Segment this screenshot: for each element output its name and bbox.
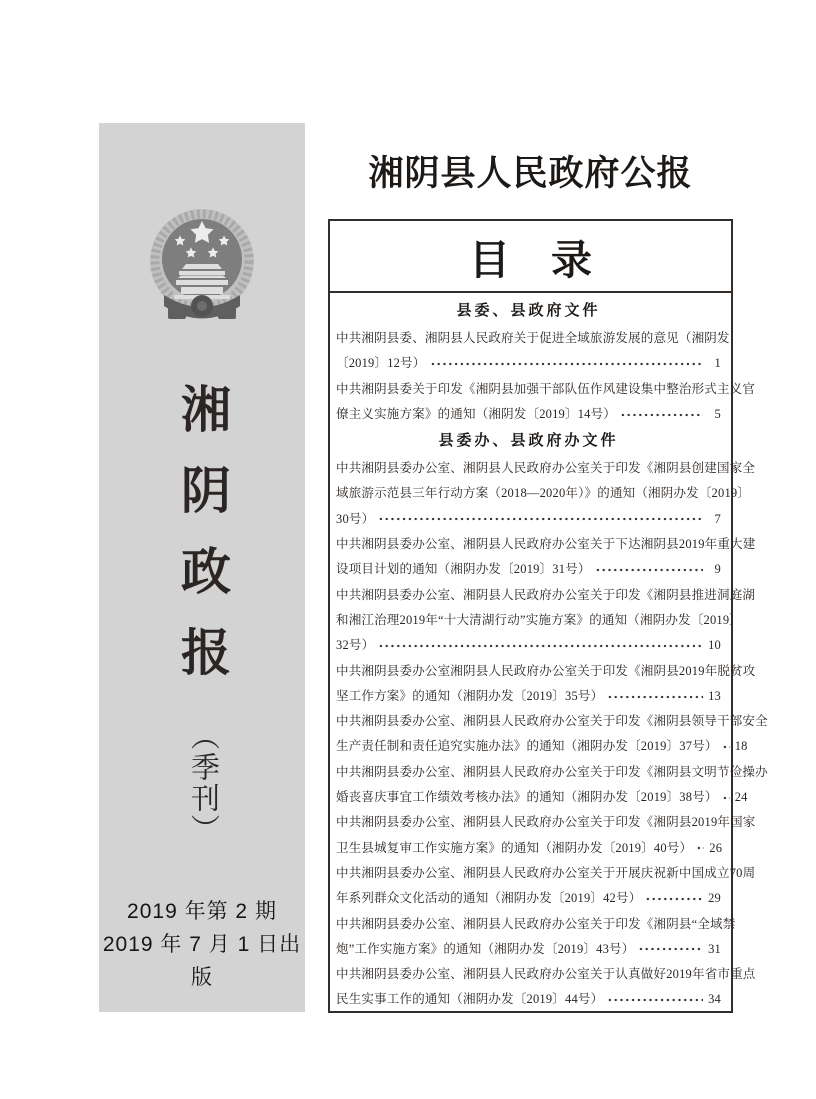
toc-entry-last-line [336, 351, 721, 376]
masthead-subtitle-quarterly: （季刊） [186, 721, 219, 845]
toc-entry-last-line [336, 507, 721, 532]
issue-info [99, 895, 305, 994]
toc-entry [336, 709, 768, 760]
toc-entry-last-line [336, 987, 721, 1012]
page-number: 10 [708, 638, 721, 653]
toc-entry-last-line [336, 557, 721, 582]
toc-entry [336, 456, 756, 532]
toc-title: 目 录 [330, 221, 731, 293]
toc-entry-line: 中共湘阴县委办公室、湘阴县人民政府办公室关于印发《湘阴县“全域禁 [336, 916, 736, 931]
dot-leader [645, 894, 703, 904]
toc-entry-text: 生产责任制和责任追究实施办法》的通知（湘阴办发〔2019〕37号） [336, 739, 718, 754]
dot-leader [595, 565, 703, 575]
toc-entry-last-line [336, 633, 721, 658]
page-number: 7 [714, 511, 721, 526]
issue-number: 2019 年第 2 期 [127, 900, 277, 923]
toc-entry [336, 760, 768, 811]
toc-entry-line: 中共湘阴县委办公室、湘阴县人民政府办公室关于印发《湘阴县领导干部安全 [336, 714, 768, 729]
toc-entry-line: 中共湘阴县委办公室湘阴县人民政府办公室关于印发《湘阴县2019年脱贫攻 [336, 663, 756, 678]
toc-entry-line: 和湘江治理2019年“十大清湖行动”实施方案》的通知（湘阴办发〔2019〕 [336, 612, 742, 627]
publish-date: 2019 年 7 月 1 日出版 [102, 933, 302, 989]
toc-entry-line: 中共湘阴县委办公室、湘阴县人民政府办公室关于印发《湘阴县推进洞庭湖 [336, 587, 756, 602]
toc-entry-last-line [336, 734, 748, 759]
toc-entry-text: 坚工作方案》的通知（湘阴办发〔2019〕35号） [336, 688, 604, 703]
dot-leader [378, 641, 703, 651]
page-title: 湘阴县人民政府公报 [368, 154, 693, 193]
toc-entry-last-line [336, 684, 721, 709]
toc-entry-last-line [336, 402, 721, 427]
toc-entry [336, 326, 730, 377]
toc-entry-text: 〔2019〕12号） [336, 356, 426, 371]
toc-entry-text: 婚丧喜庆事宜工作绩效考核办法》的通知（湘阴办发〔2019〕38号） [336, 790, 718, 805]
page-number: 5 [714, 406, 721, 421]
toc-entry-text: 年系列群众文化活动的通知（湘阴办发〔2019〕42号） [336, 891, 642, 906]
toc-entry [336, 377, 756, 428]
toc-section-header: 县委、县政府文件 [456, 302, 601, 319]
toc-entry [336, 659, 756, 710]
toc-entry-text: 民生实事工作的通知（湘阴办发〔2019〕44号） [336, 992, 604, 1007]
dot-leader [722, 742, 730, 752]
page-number: 18 [734, 739, 748, 754]
dot-leader [378, 514, 703, 524]
masthead-subtitle-wrap [99, 721, 305, 845]
toc-entry-last-line [336, 886, 721, 911]
dot-leader [638, 944, 703, 954]
page-number: 9 [714, 562, 721, 577]
toc-entry-line: 中共湘阴县委办公室、湘阴县人民政府办公室关于下达湘阴县2019年重大建 [336, 537, 756, 552]
page-number: 24 [734, 790, 748, 805]
masthead-vertical-title: 湘阴政报 [174, 383, 230, 707]
dot-leader [430, 359, 703, 369]
toc-entry [336, 583, 756, 659]
toc-entry-last-line [336, 937, 721, 962]
toc-entry-line: 中共湘阴县委、湘阴县人民政府关于促进全域旅游发展的意见（湘阴发 [336, 331, 730, 345]
toc-entry-line: 中共湘阴县委办公室、湘阴县人民政府办公室关于印发《湘阴县2019年国家 [336, 815, 756, 830]
dot-leader [696, 843, 704, 853]
toc-entry-text: 设项目计划的通知（湘阴办发〔2019〕31号） [336, 562, 591, 577]
page-number: 31 [708, 941, 721, 956]
toc-entry-line: 中共湘阴县委关于印发《湘阴县加强干部队伍作风建设集中整治形式主义官 [336, 381, 756, 396]
toc-body [330, 293, 768, 1013]
toc-entry-line: 中共湘阴县委办公室、湘阴县人民政府办公室关于开展庆祝新中国成立70周 [336, 865, 756, 880]
page-number: 1 [714, 356, 721, 371]
masthead-vertical-title-wrap [99, 383, 305, 707]
masthead-sidebar [99, 123, 305, 1012]
dot-leader [722, 793, 730, 803]
prc-emblem-icon [148, 203, 256, 329]
page-number: 34 [708, 992, 721, 1007]
dot-leader [620, 410, 703, 420]
toc-entry-line: 域旅游示范县三年行动方案（2018—2020年）》的通知（湘阴办发〔2019〕 [336, 486, 751, 501]
toc-entry [336, 532, 756, 583]
toc-entry-line: 中共湘阴县委办公室、湘阴县人民政府办公室关于印发《湘阴县文明节俭操办 [336, 764, 768, 779]
toc-entry-last-line [336, 785, 748, 810]
toc-entry [336, 912, 736, 963]
toc-box [328, 219, 768, 1013]
toc-entry-line: 中共湘阴县委办公室、湘阴县人民政府办公室关于认真做好2019年省市重点 [336, 967, 756, 982]
toc-entry [336, 962, 756, 1013]
toc-entry [336, 861, 756, 912]
dot-leader [607, 995, 703, 1005]
page-number: 13 [708, 688, 721, 703]
page-number: 26 [709, 840, 723, 855]
toc-section-header: 县委办、县政府办文件 [438, 432, 619, 450]
toc-entry-text: 炮”工作实施方案》的通知（湘阴办发〔2019〕43号） [336, 941, 635, 956]
dot-leader [607, 692, 703, 702]
toc-entry-text: 32号） [336, 638, 375, 653]
toc-entry-text: 僚主义实施方案》的通知（湘阴发〔2019〕14号） [336, 406, 617, 421]
page-number: 29 [708, 891, 721, 906]
toc-entry-text: 30号） [336, 511, 375, 526]
toc-entry-line: 中共湘阴县委办公室、湘阴县人民政府办公室关于印发《湘阴县创建国家全 [336, 461, 756, 476]
national-emblem-image [148, 203, 256, 329]
toc-entry-last-line [336, 836, 721, 861]
toc-entry-text: 卫生县城复审工作实施方案》的通知（湘阴办发〔2019〕40号） [336, 840, 693, 855]
toc-entry [336, 810, 756, 861]
